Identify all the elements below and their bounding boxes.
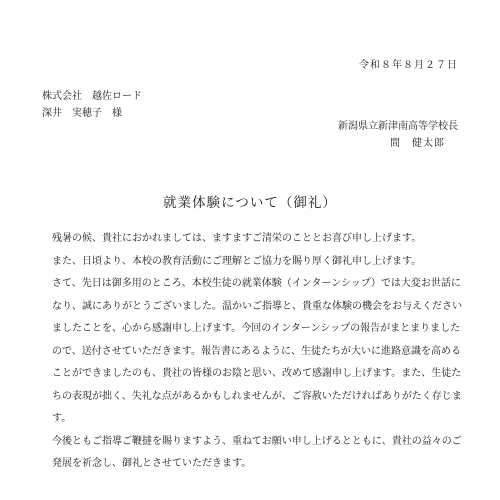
- letter-title: 就業体験について（御礼）: [163, 195, 337, 211]
- sender-school: 新潟県立新津南高等学校長: [338, 121, 458, 132]
- body-paragraph-internship: さて、先日は御多用のところ、本校生徒の就業体験（インターンシップ）では大変お世話になり、誠にありがとうございました。温かいご指導と、貴重な体験の機会をお与えくださいましたことを、心から感謝申し上げます。今回のインターンシップの報告がまとまりましたので、送付させていただきます。報告書にあるように、生徒たちが大いに進路意識を高めることができましたのも、貴社の皆様のお陰と思い、改めて感謝申し上げます。また、生徒たちの表現が拙く、失礼な点があるかもしれませんが、ご容赦いただければありがたく存じます。: [52, 278, 462, 424]
- body-paragraph-thanks-support: また、日頃より、本校の教育活動にご理解とご協力を賜り厚く御礼申し上げます。: [52, 255, 422, 267]
- body-paragraph-closing: 今後ともご指導ご鞭撻を賜りますよう、重ねてお願い申し上げるとともに、貴社の益々のご発展を祈念し、御礼とさせていただきます。: [52, 435, 462, 469]
- recipient-company: 株式会社 越佐ロード: [42, 91, 142, 102]
- body-paragraph-greeting: 残暑の候、貴社におかれましては、ますますご清栄のこととお喜び申し上げます。: [52, 233, 422, 244]
- sender-block: [338, 118, 458, 152]
- recipient-block: [42, 88, 142, 122]
- letter-body: [42, 228, 466, 476]
- letter-date: 令和８年８月２７日: [359, 60, 458, 71]
- sender-name: 間 健太郎: [390, 138, 445, 149]
- recipient-name: 深井 実穂子 様: [42, 108, 122, 119]
